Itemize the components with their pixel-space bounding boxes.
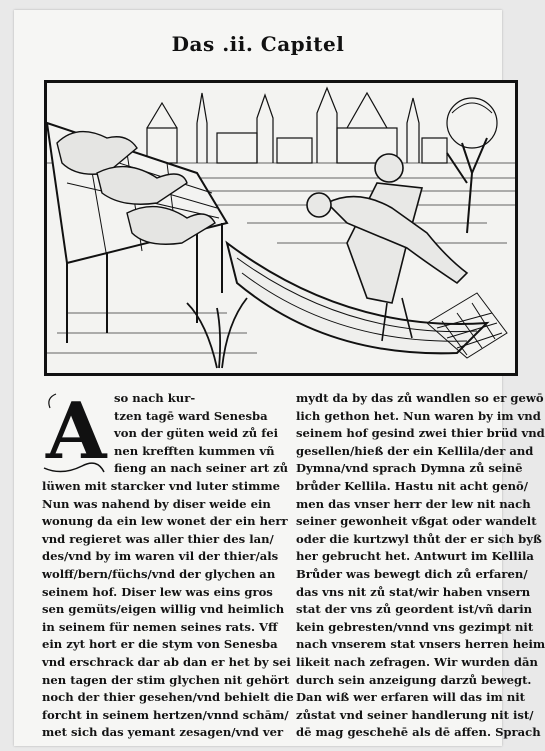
text-line: oder die kurtzwyl thůt der er sich byß xyxy=(296,531,542,546)
text-line: brůder Kellila. Hastu nit acht genō/ xyxy=(296,478,528,493)
chapter-title: Das .ii. Capitel xyxy=(171,32,345,56)
text-line: lich gethon het. Nun waren by im vnd xyxy=(296,408,541,423)
text-line: nach vnserem stat vnsers herren heim xyxy=(296,637,545,652)
text-line: von der güten weid zů fei xyxy=(114,426,279,441)
text-line: vnd regieret was aller thier des lan/ xyxy=(42,531,274,546)
text-line: kein gebresten/vnnd vns gezimpt nit xyxy=(296,619,534,634)
text-line: seinem hof gesind zwei thier brüd vnd xyxy=(296,426,545,441)
text-line: nen krefften kummen vñ xyxy=(114,443,275,458)
text-line: seiner gewonheit vßgat oder wandelt xyxy=(296,514,537,529)
text-line: mydt da by das zů wandlen so er gewō xyxy=(296,391,544,405)
text-line: sen gemüts/eigen willig vnd heimlich xyxy=(42,602,285,617)
text-line: Brůder was bewegt dich zů erfaren/ xyxy=(296,566,528,581)
text-line: seinem hof. Diser lew was eins gros xyxy=(42,584,273,599)
text-line: gesellen/hieß der ein Kellila/der and xyxy=(296,443,534,458)
text-line: stat der vns zů geordent ist/vñ darin xyxy=(296,602,533,617)
text-line: des/vnd by im waren vil der thier/als xyxy=(42,549,279,564)
text-line: so nach kur- xyxy=(114,391,196,405)
text-line: lüwen mit starcker vnd luter stimme xyxy=(42,478,281,493)
text-line: Dan wiß wer erfaren will das im nit xyxy=(296,690,526,705)
text-line: Nun was nahend by diser weide ein xyxy=(42,496,271,511)
text-line: met sich das yemant zesagen/vnd ver xyxy=(42,725,284,740)
book-page xyxy=(14,10,545,746)
text-line: das vns nit zů stat/wir haben vnsern xyxy=(296,584,531,599)
text-line: tzen tagē ward Senesba xyxy=(114,408,268,423)
text-line: wonung da ein lew wonet der ein herr xyxy=(42,514,288,529)
text-line: fieng an nach seiner art zů xyxy=(114,461,289,476)
dropcap-letter: A xyxy=(46,386,107,477)
text-line: forcht in seinem hertzen/vnnd schām/ xyxy=(42,707,289,722)
text-line: wolff/bern/füchs/vnd der glychen an xyxy=(42,566,276,581)
text-line: durch sein anzeigung darzů bewegt. xyxy=(296,672,532,687)
text-line: noch der thier gesehen/vnd behielt die xyxy=(42,690,294,705)
text-line: vnd erschrack dar ab dan er het by sei xyxy=(42,654,291,669)
text-line: dē mag geschehē als dē affen. Sprach xyxy=(296,725,541,740)
left-text-column xyxy=(42,390,294,742)
text-line: zůstat vnd seiner handlerung nit ist/ xyxy=(296,707,534,722)
text-line: ein zyt hort er die stym von Senesba xyxy=(42,637,278,652)
text-line: her gebrucht het. Antwurt im Kellila xyxy=(296,549,534,564)
text-line: likeit nach zefragen. Wir wurden dān xyxy=(296,654,538,669)
text-line: in seinem für nemen seines rats. Vff xyxy=(42,619,278,634)
text-line: men das vnser herr der lew nit nach xyxy=(296,496,531,511)
text-line: Dymna/vnd sprach Dymna zů seinē xyxy=(296,461,523,476)
right-text-column xyxy=(296,390,545,742)
woodcut-illustration xyxy=(44,80,518,376)
text-line: nen tagen der stim glychen nit gehört xyxy=(42,672,290,687)
